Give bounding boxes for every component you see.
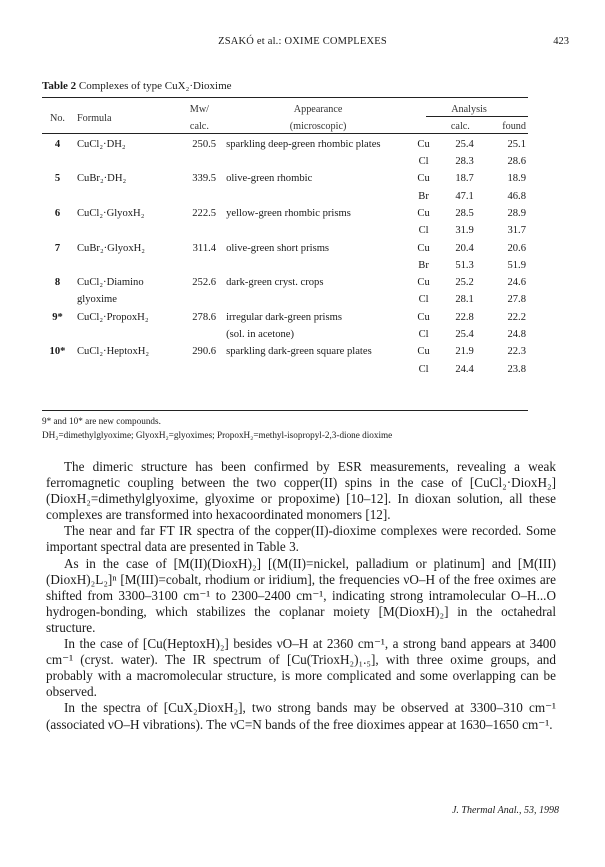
col-analysis-header: Analysis: [451, 104, 487, 116]
paragraph: As in the case of [M(II)(DioxH)₂] [(M(II)=nickel, palladium or platinum] and [M(III)(DioxH)₂L₂]ⁿ [M(III)=cobalt, rhodium or iridium], the frequencies νO–H of the free oximes are shifted from 3300–3100 cm⁻¹ to 2300–2400 cm⁻¹, indicating strong intramolecular O–H...O hydrogen-bonding, which stabilizes the coplanar moiety [M(DioxH)₂] in the octahedral structure.: [46, 555, 556, 635]
running-title: ZSAKÓ et al.: OXIME COMPLEXES: [218, 36, 387, 47]
table-row: [42, 187, 528, 204]
col-appearance-header-2: (microscopic): [289, 121, 347, 133]
table-row: [42, 239, 528, 256]
cell-element: Cl: [418, 294, 429, 306]
cell-found: 51.9: [507, 259, 526, 271]
col-formula-header: Formula: [76, 112, 112, 124]
cell-mw: 250.5: [192, 138, 217, 150]
body-text: [46, 459, 556, 733]
cell-formula: [73, 257, 183, 274]
cell-no: [42, 187, 73, 204]
cell-no: 10*: [49, 346, 66, 358]
table-notes: [42, 414, 392, 442]
cell-found: 20.6: [507, 242, 526, 254]
cell-formula: glyoxime: [76, 294, 118, 306]
cell-element: Cl: [418, 156, 429, 168]
cell-no: 9*: [52, 311, 63, 323]
cell-formula: CuCl₂·Diamino: [76, 277, 144, 289]
cell-appearance: dark-green cryst. crops: [226, 277, 324, 289]
cell-appearance: [216, 187, 410, 204]
cell-element: Cu: [417, 138, 430, 150]
cell-calc: 31.9: [455, 225, 474, 237]
cell-element: Br: [418, 190, 429, 202]
cell-mw: [183, 326, 216, 343]
cell-calc: 28.1: [455, 294, 474, 306]
page-number: 423: [553, 36, 569, 47]
cell-formula: CuBr₂·GlyoxH₂: [76, 242, 145, 254]
cell-found: 22.2: [507, 311, 526, 323]
paragraph: The dimeric structure has been confirmed by ESR measurements, revealing a weak ferromagnetic coupling between the two copper(II) spins in the case of [CuCl₂·DioxH₂] (DioxH₂=dimethylglyoxime, glyoxime or propoxime) [10–12]. In dioxan solution, all these complexes are transformed into hexacoordinated monomers [12].: [46, 459, 556, 523]
cell-calc: 47.1: [455, 190, 474, 202]
cell-no: [42, 257, 73, 274]
cell-mw: 252.6: [192, 277, 217, 289]
table-row: [42, 222, 528, 239]
cell-calc: 28.5: [455, 207, 474, 219]
cell-calc: 25.4: [455, 138, 474, 150]
cell-appearance: [216, 257, 410, 274]
table-row: [42, 153, 528, 170]
cell-appearance: (sol. in acetone): [226, 329, 295, 340]
cell-appearance: irregular dark-green prisms: [226, 311, 342, 323]
cell-mw: 311.4: [192, 242, 217, 254]
cell-formula: CuCl₂·PropoxH₂: [76, 311, 149, 323]
cell-element: Cu: [417, 207, 430, 219]
cell-mw: 339.5: [192, 173, 217, 185]
table-row: [42, 326, 528, 343]
cell-calc: 25.4: [455, 329, 474, 340]
paragraph: In the case of [Cu(HeptoxH)₂] besides νO–H at 2360 cm⁻¹, a strong band appears at 3400 cm⁻¹ (cryst. water). The IR spectrum of [Cu(TrioxH₂)₁.₅], with three oxime groups, and probably with a macromolecular structure, is more complicated and some overlapping can be observed.: [46, 636, 556, 700]
cell-appearance: olive-green short prisms: [226, 242, 330, 254]
cell-mw: [183, 187, 216, 204]
cell-appearance: [216, 291, 410, 308]
cell-mw: 222.5: [192, 207, 217, 219]
cell-element: Cu: [417, 242, 430, 254]
table-note-abbreviations: DH₂=dimethylglyoxime; GlyoxH₂=glyoximes; PropoxH₂=methyl-isopropyl-2,3-dione dioxime: [42, 430, 393, 440]
table-row: [42, 309, 528, 326]
cell-appearance: sparkling deep-green rhombic plates: [226, 138, 381, 150]
table-top-rule: [42, 97, 528, 98]
cell-calc: 18.7: [455, 173, 474, 185]
table-row: [42, 274, 528, 291]
cell-found: 31.7: [507, 225, 526, 237]
cell-mw: 278.6: [192, 311, 217, 323]
table-row: [42, 170, 528, 187]
cell-element: Cl: [418, 363, 429, 375]
running-header: [36, 36, 569, 50]
cell-appearance: [216, 360, 410, 377]
cell-calc: 24.4: [455, 363, 474, 375]
cell-found: 24.6: [507, 277, 526, 289]
table-row: [42, 291, 528, 308]
cell-appearance: yellow-green rhombic prisms: [226, 207, 351, 219]
cell-no: 4: [54, 138, 61, 150]
table-row: [42, 205, 528, 222]
cell-calc: 28.3: [455, 156, 474, 168]
cell-element: Cu: [417, 311, 430, 323]
table-bottom-rule: [42, 410, 528, 411]
cell-calc: 25.2: [455, 277, 474, 289]
table-title: Complexes of type CuX₂·Dioxime: [78, 80, 232, 92]
cell-found: 28.9: [507, 207, 526, 219]
cell-no: [42, 326, 73, 343]
cell-formula: CuCl₂·DH₂: [76, 138, 126, 150]
cell-calc: 22.8: [455, 311, 474, 323]
col-calc-header: calc.: [450, 121, 470, 133]
journal-footer: J. Thermal Anal., 53, 1998: [451, 805, 559, 816]
cell-appearance: [216, 153, 410, 170]
cell-calc: 21.9: [455, 346, 474, 358]
paragraph: In the spectra of [CuX₂DioxH₂], two strong bands may be observed at 3300–310 cm⁻¹ (associated νO–H vibrations). The νC=N bands of the free dioximes appear at 1630–1650 cm⁻¹.: [46, 700, 556, 732]
cell-no: 6: [54, 207, 61, 219]
cell-mw: [183, 222, 216, 239]
table-note-new-compounds: 9* and 10* are new compounds.: [42, 416, 161, 426]
cell-formula: CuCl₂·GlyoxH₂: [76, 207, 145, 219]
col-found-header: found: [502, 121, 526, 133]
cell-element: Cu: [417, 173, 430, 185]
cell-mw: [183, 257, 216, 274]
cell-found: 46.8: [507, 190, 526, 202]
cell-appearance: olive-green rhombic: [226, 173, 313, 185]
cell-found: 18.9: [507, 173, 526, 185]
cell-no: [42, 291, 73, 308]
cell-found: 24.8: [507, 329, 526, 340]
cell-element: Cu: [417, 277, 430, 289]
cell-formula: [73, 360, 183, 377]
cell-no: [42, 360, 73, 377]
cell-element: Cu: [417, 346, 430, 358]
cell-mw: [183, 360, 216, 377]
cell-found: 25.1: [507, 138, 526, 150]
table-row: [42, 343, 528, 360]
paragraph: The near and far FT IR spectra of the copper(II)-dioxime complexes were recorded. Some important spectral data are presented in Table 3.: [46, 523, 556, 555]
cell-formula: [73, 153, 183, 170]
cell-mw: [183, 153, 216, 170]
cell-calc: 51.3: [455, 259, 474, 271]
cell-found: 27.8: [507, 294, 526, 306]
col-mw-header-2: calc.: [189, 121, 209, 133]
cell-formula: CuCl₂·HeptoxH₂: [76, 346, 150, 358]
table-header-row-1: [42, 101, 528, 118]
cell-mw: 290.6: [192, 346, 217, 358]
cell-formula: CuBr₂·DH₂: [76, 173, 127, 185]
cell-found: 22.3: [507, 346, 526, 358]
table-caption: [42, 80, 232, 92]
cell-element: Br: [418, 259, 429, 271]
cell-no: [42, 153, 73, 170]
cell-formula: [73, 222, 183, 239]
table-row: [42, 136, 528, 153]
cell-appearance: [216, 222, 410, 239]
cell-no: [42, 222, 73, 239]
table-row: [42, 360, 528, 377]
table-row: [42, 257, 528, 274]
col-mw-header-1: Mw/: [189, 104, 210, 116]
table-label: Table 2: [42, 80, 77, 92]
cell-found: 28.6: [507, 156, 526, 168]
cell-element: Cl: [418, 329, 429, 340]
cell-no: 7: [54, 242, 61, 254]
cell-formula: [73, 187, 183, 204]
cell-no: 8: [54, 277, 61, 289]
cell-appearance: sparkling dark-green square plates: [226, 346, 372, 358]
col-no-header: No.: [49, 112, 65, 124]
complexes-table: [42, 101, 528, 378]
cell-mw: [183, 291, 216, 308]
cell-no: 5: [54, 173, 61, 185]
cell-element: Cl: [418, 225, 429, 237]
cell-found: 23.8: [507, 363, 526, 375]
col-appearance-header-1: Appearance: [293, 104, 343, 116]
cell-calc: 20.4: [455, 242, 474, 254]
cell-formula: [73, 326, 183, 343]
